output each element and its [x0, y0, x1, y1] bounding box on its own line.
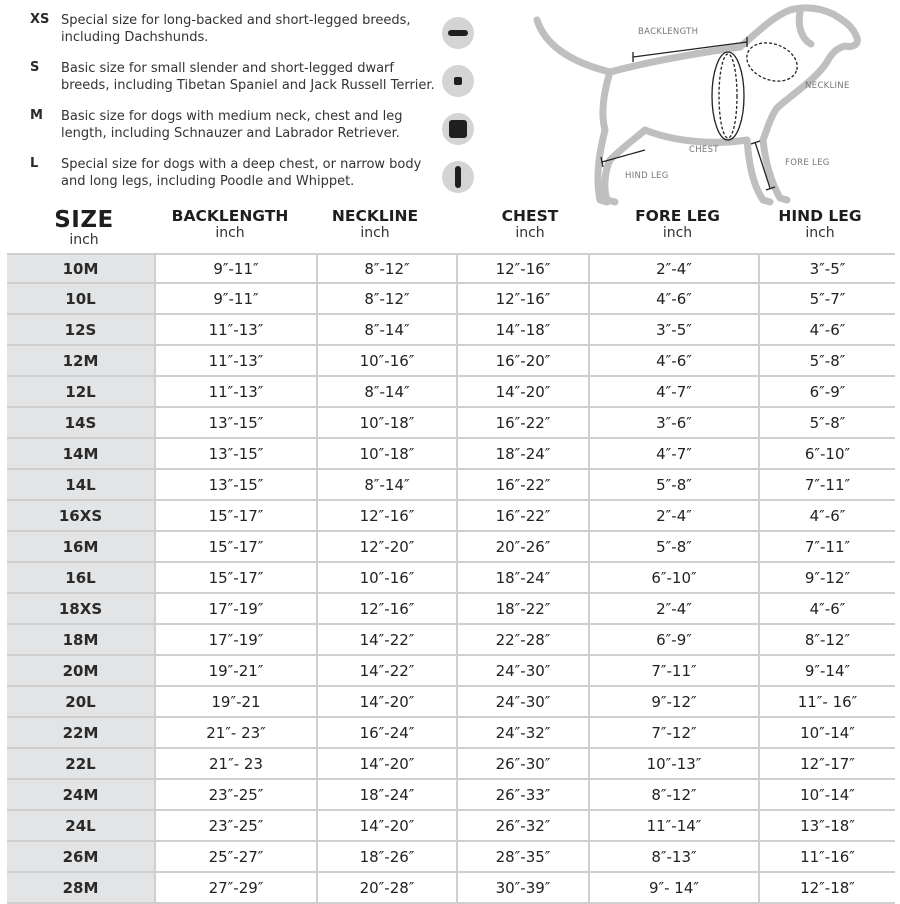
cell-size: 20M [7, 656, 154, 685]
cell-backlength: 9″-11″ [154, 255, 316, 282]
cell-backlength: 21″- 23″ [154, 718, 316, 747]
cell-hind-leg: 11″- 16″ [758, 687, 895, 716]
column-title: SIZE [54, 207, 114, 233]
cell-chest: 26″-33″ [456, 780, 588, 809]
cell-fore-leg: 11″-14″ [588, 811, 758, 840]
cell-backlength: 13″-15″ [154, 439, 316, 468]
cell-hind-leg: 3″-5″ [758, 255, 895, 282]
cell-backlength: 11″-13″ [154, 346, 316, 375]
cell-neckline: 14″-20″ [316, 687, 456, 716]
cell-chest: 14″-20″ [456, 377, 588, 406]
cell-chest: 26″-32″ [456, 811, 588, 840]
table-row [7, 842, 895, 873]
cell-chest: 16″-22″ [456, 501, 588, 530]
table-row [7, 532, 895, 563]
cell-neckline: 8″-12″ [316, 255, 456, 282]
cell-size: 14M [7, 439, 154, 468]
cell-fore-leg: 10″-13″ [588, 749, 758, 778]
column-unit: inch [805, 225, 835, 241]
cell-fore-leg: 8″-12″ [588, 780, 758, 809]
cell-backlength: 13″-15″ [154, 408, 316, 437]
cell-neckline: 20″-28″ [316, 873, 456, 902]
cell-hind-leg: 4″-6″ [758, 501, 895, 530]
cell-hind-leg: 6″-10″ [758, 439, 895, 468]
dog-measurement-diagram [515, 0, 900, 210]
table-row [7, 346, 895, 377]
cell-chest: 18″-24″ [456, 563, 588, 592]
cell-backlength: 19″-21″ [154, 656, 316, 685]
cell-neckline: 8″-14″ [316, 315, 456, 344]
cell-fore-leg: 4″-6″ [588, 284, 758, 313]
diagram-label-neckline: NECKLINE [805, 81, 850, 91]
cell-hind-leg: 9″-12″ [758, 563, 895, 592]
size-description-list [30, 10, 485, 202]
cell-backlength: 23″-25″ [154, 780, 316, 809]
column-header-fore-leg [610, 207, 745, 241]
size-description-l [30, 154, 485, 202]
table-row [7, 377, 895, 408]
column-header-neckline [305, 207, 445, 241]
cell-backlength: 27″-29″ [154, 873, 316, 902]
cell-fore-leg: 8″-13″ [588, 842, 758, 871]
cell-chest: 24″-30″ [456, 656, 588, 685]
cell-fore-leg: 6″-10″ [588, 563, 758, 592]
table-row [7, 408, 895, 439]
cell-backlength: 11″-13″ [154, 377, 316, 406]
cell-fore-leg: 9″-12″ [588, 687, 758, 716]
column-title: HIND LEG [778, 207, 862, 225]
cell-chest: 16″-22″ [456, 408, 588, 437]
table-row [7, 470, 895, 501]
vertical-bar-icon [442, 161, 474, 193]
cell-size: 24M [7, 780, 154, 809]
cell-fore-leg: 7″-11″ [588, 656, 758, 685]
cell-backlength: 19″-21 [154, 687, 316, 716]
cell-backlength: 21″- 23 [154, 749, 316, 778]
diagram-label-fore-leg: FORE LEG [785, 158, 830, 168]
size-description-text: Special size for dogs with a deep chest, or narrow body and long legs, including Poodle and Whippet. [61, 157, 422, 189]
horizontal-bar-icon [442, 17, 474, 49]
cell-neckline: 14″-22″ [316, 656, 456, 685]
cell-size: 26M [7, 842, 154, 871]
table-row [7, 687, 895, 718]
size-table-header [0, 207, 900, 253]
column-unit: inch [215, 225, 245, 241]
cell-chest: 18″-24″ [456, 439, 588, 468]
size-description-text: Basic size for dogs with medium neck, chest and leg length, including Schnauzer and Labrador Retriever. [61, 109, 403, 141]
cell-size: 14S [7, 408, 154, 437]
diagram-label-backlength: BACKLENGTH [638, 27, 699, 37]
cell-chest: 26″-30″ [456, 749, 588, 778]
size-description-s [30, 58, 485, 106]
cell-neckline: 16″-24″ [316, 718, 456, 747]
cell-chest: 14″-18″ [456, 315, 588, 344]
table-row [7, 594, 895, 625]
cell-hind-leg: 9″-14″ [758, 656, 895, 685]
size-code: S [30, 60, 40, 75]
cell-neckline: 18″-26″ [316, 842, 456, 871]
cell-backlength: 23″-25″ [154, 811, 316, 840]
cell-size: 12M [7, 346, 154, 375]
cell-size: 16XS [7, 501, 154, 530]
cell-chest: 24″-30″ [456, 687, 588, 716]
cell-backlength: 25″-27″ [154, 842, 316, 871]
table-row [7, 253, 895, 284]
cell-size: 12L [7, 377, 154, 406]
table-row [7, 284, 895, 315]
cell-size: 16M [7, 532, 154, 561]
diagram-label-hind-leg: HIND LEG [625, 171, 669, 181]
cell-hind-leg: 5″-8″ [758, 346, 895, 375]
cell-size: 18M [7, 625, 154, 654]
cell-size: 22L [7, 749, 154, 778]
cell-backlength: 11″-13″ [154, 315, 316, 344]
cell-neckline: 10″-16″ [316, 563, 456, 592]
size-description-m [30, 106, 485, 154]
cell-neckline: 8″-14″ [316, 470, 456, 499]
cell-chest: 20″-26″ [456, 532, 588, 561]
cell-neckline: 14″-22″ [316, 625, 456, 654]
column-unit: inch [662, 225, 693, 241]
cell-neckline: 8″-12″ [316, 284, 456, 313]
column-unit: inch [515, 225, 545, 241]
cell-size: 14L [7, 470, 154, 499]
size-description-text: Special size for long-backed and short-legged breeds, including Dachshunds. [61, 13, 411, 45]
table-row [7, 780, 895, 811]
cell-size: 24L [7, 811, 154, 840]
table-row [7, 749, 895, 780]
cell-hind-leg: 10″-14″ [758, 780, 895, 809]
cell-chest: 12″-16″ [456, 284, 588, 313]
cell-chest: 18″-22″ [456, 594, 588, 623]
cell-hind-leg: 11″-16″ [758, 842, 895, 871]
cell-fore-leg: 4″-7″ [588, 377, 758, 406]
column-header-backlength [150, 207, 310, 241]
cell-neckline: 10″-18″ [316, 439, 456, 468]
cell-hind-leg: 5″-8″ [758, 408, 895, 437]
cell-backlength: 9″-11″ [154, 284, 316, 313]
cell-fore-leg: 2″-4″ [588, 594, 758, 623]
cell-chest: 28″-35″ [456, 842, 588, 871]
cell-size: 18XS [7, 594, 154, 623]
cell-fore-leg: 4″-6″ [588, 346, 758, 375]
column-header-hind-leg [755, 207, 885, 241]
cell-hind-leg: 7″-11″ [758, 470, 895, 499]
cell-neckline: 12″-16″ [316, 501, 456, 530]
column-header-chest [465, 207, 595, 241]
size-table-body [7, 253, 895, 904]
cell-fore-leg: 3″-6″ [588, 408, 758, 437]
column-unit: inch [360, 225, 390, 241]
cell-chest: 16″-20″ [456, 346, 588, 375]
dog-silhouette-icon [537, 8, 857, 202]
column-title: FORE LEG [635, 207, 720, 225]
cell-hind-leg: 6″-9″ [758, 377, 895, 406]
cell-backlength: 15″-17″ [154, 501, 316, 530]
table-row [7, 563, 895, 594]
cell-neckline: 10″-16″ [316, 346, 456, 375]
table-row [7, 718, 895, 749]
large-square-icon [442, 113, 474, 145]
table-row [7, 439, 895, 470]
cell-fore-leg: 9″- 14″ [588, 873, 758, 902]
cell-size: 20L [7, 687, 154, 716]
cell-chest: 30″-39″ [456, 873, 588, 902]
cell-size: 10L [7, 284, 154, 313]
table-row [7, 625, 895, 656]
table-row [7, 501, 895, 532]
cell-fore-leg: 2″-4″ [588, 255, 758, 282]
cell-neckline: 12″-16″ [316, 594, 456, 623]
cell-neckline: 12″-20″ [316, 532, 456, 561]
cell-hind-leg: 12″-18″ [758, 873, 895, 902]
table-row [7, 873, 895, 904]
cell-fore-leg: 4″-7″ [588, 439, 758, 468]
cell-neckline: 14″-20″ [316, 811, 456, 840]
size-code: XS [30, 12, 50, 27]
cell-chest: 24″-32″ [456, 718, 588, 747]
cell-fore-leg: 5″-8″ [588, 470, 758, 499]
cell-backlength: 15″-17″ [154, 532, 316, 561]
cell-size: 10M [7, 255, 154, 282]
size-code: L [30, 156, 39, 171]
column-title: NECKLINE [331, 207, 419, 225]
cell-size: 22M [7, 718, 154, 747]
cell-fore-leg: 2″-4″ [588, 501, 758, 530]
column-header-size [30, 207, 138, 247]
cell-fore-leg: 7″-12″ [588, 718, 758, 747]
cell-backlength: 17″-19″ [154, 594, 316, 623]
column-title: CHEST [501, 207, 559, 225]
cell-neckline: 14″-20″ [316, 749, 456, 778]
cell-neckline: 8″-14″ [316, 377, 456, 406]
cell-hind-leg: 5″-7″ [758, 284, 895, 313]
cell-chest: 16″-22″ [456, 470, 588, 499]
cell-hind-leg: 10″-14″ [758, 718, 895, 747]
table-row [7, 656, 895, 687]
cell-chest: 22″-28″ [456, 625, 588, 654]
cell-fore-leg: 5″-8″ [588, 532, 758, 561]
cell-hind-leg: 13″-18″ [758, 811, 895, 840]
cell-neckline: 18″-24″ [316, 780, 456, 809]
cell-size: 12S [7, 315, 154, 344]
cell-backlength: 17″-19″ [154, 625, 316, 654]
cell-hind-leg: 4″-6″ [758, 315, 895, 344]
diagram-label-chest: CHEST [689, 145, 719, 155]
cell-backlength: 13″-15″ [154, 470, 316, 499]
table-row [7, 315, 895, 346]
cell-fore-leg: 6″-9″ [588, 625, 758, 654]
size-code: M [30, 108, 43, 123]
table-row [7, 811, 895, 842]
size-description-text: Basic size for small slender and short-legged dwarf breeds, including Tibetan Spaniel and Jack Russell Terrier. [61, 61, 435, 93]
cell-size: 16L [7, 563, 154, 592]
cell-hind-leg: 8″-12″ [758, 625, 895, 654]
column-unit: inch [69, 232, 99, 248]
cell-hind-leg: 4″-6″ [758, 594, 895, 623]
cell-backlength: 15″-17″ [154, 563, 316, 592]
cell-hind-leg: 12″-17″ [758, 749, 895, 778]
small-square-icon [442, 65, 474, 97]
cell-size: 28M [7, 873, 154, 902]
cell-neckline: 10″-18″ [316, 408, 456, 437]
cell-fore-leg: 3″-5″ [588, 315, 758, 344]
cell-hind-leg: 7″-11″ [758, 532, 895, 561]
size-description-xs [30, 10, 485, 58]
cell-chest: 12″-16″ [456, 255, 588, 282]
column-title: BACKLENGTH [171, 207, 289, 225]
